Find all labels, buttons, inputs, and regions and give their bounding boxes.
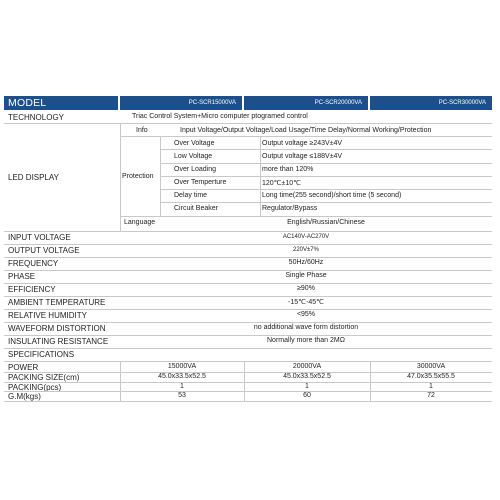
gross-weight-value-3: 72	[427, 392, 435, 399]
efficiency-label: EFFICIENCY	[8, 285, 56, 294]
technology-label: TECHNOLOGY	[8, 113, 65, 122]
protection-item-value: Long time(255 second)/short time (5 second)	[262, 192, 402, 199]
ambient-temperature-value: -15℃-45℃	[288, 299, 324, 306]
protection-item-name: Low Voltage	[174, 153, 213, 160]
relative-humidity-value: <95%	[296, 311, 316, 318]
model-header-bar	[4, 96, 492, 110]
divider	[4, 283, 492, 284]
packing-size-label: PACKING SIZE(cm)	[8, 373, 80, 382]
divider	[4, 361, 492, 362]
ambient-temperature-label: AMBIENT TEMPERATURE	[8, 298, 106, 307]
packing-pcs-value-1: 1	[180, 383, 184, 390]
divider	[4, 231, 492, 232]
protection-item-name: Over Loading	[174, 166, 217, 173]
divider	[4, 244, 492, 245]
divider	[4, 123, 492, 124]
divider	[4, 401, 492, 402]
model-name-3: PC-SCR30000VA	[370, 96, 492, 110]
packing-size-value-2: 45.0x33.5x52.5	[283, 373, 331, 380]
packing-pcs-value-2: 1	[305, 383, 309, 390]
power-value-2: 20000VA	[292, 363, 322, 370]
gross-weight-value-2: 60	[303, 392, 311, 399]
specifications-label: SPECIFICATIONS	[8, 350, 75, 359]
phase-value: Single Phase	[285, 272, 327, 279]
waveform-distortion-value: no additional wave form distortion	[253, 324, 359, 331]
waveform-distortion-label: WAVEFORM DISTORTION	[8, 324, 106, 333]
divider	[4, 335, 492, 336]
power-value-3: 30000VA	[416, 363, 446, 370]
divider	[4, 257, 492, 258]
output-voltage-value: 220V±7%	[293, 247, 319, 253]
phase-label: PHASE	[8, 272, 36, 281]
protection-label: Protection	[122, 173, 154, 180]
protection-item-value: Output voltage ≤188V±4V	[262, 153, 343, 160]
led-display-label: LED DISPLAY	[8, 173, 59, 182]
technology-value: Triac Control System+Micro computer ptogramed control	[132, 113, 308, 120]
model-name-1: PC-SCR15000VA	[120, 96, 242, 110]
protection-item-name: Over Temperture	[174, 179, 227, 186]
info-label: Info	[136, 127, 148, 134]
info-value: Input Voltage/Output Voltage/Load Usage/Time Delay/Normal Working/Protection	[180, 127, 432, 134]
divider	[4, 270, 492, 271]
power-label: POWER	[8, 363, 39, 372]
power-value-1: 15000VA	[167, 363, 197, 370]
packing-size-value-3: 47.0x35.5x55.5	[407, 373, 455, 380]
insulating-resistance-value: Normally more than 2MΩ	[267, 337, 345, 344]
protection-item-name: Over Voltage	[174, 140, 215, 147]
packing-size-value-1: 45.0x33.5x52.5	[158, 373, 206, 380]
input-voltage-label: INPUT VOLTAGE	[8, 233, 71, 242]
divider	[4, 309, 492, 310]
divider	[4, 296, 492, 297]
protection-item-name: Delay time	[174, 192, 208, 199]
divider	[160, 176, 492, 177]
protection-item-value: more than 120%	[262, 166, 314, 173]
frequency-value: 50Hz/60Hz	[288, 259, 324, 266]
language-label: Language	[124, 219, 156, 226]
protection-item-value: Regulator/Bypass	[262, 205, 318, 212]
model-label: MODEL	[4, 96, 118, 110]
packing-pcs-label: PACKING(pcs)	[8, 383, 62, 392]
model-name-2: PC-SCR20000VA	[244, 96, 368, 110]
input-voltage-value: AC140V-AC270V	[282, 234, 330, 240]
protection-item-value: Output voltage ≥243V±4V	[262, 140, 343, 147]
packing-pcs-value-3: 1	[429, 383, 433, 390]
protection-item-value: 120℃±10℃	[262, 180, 302, 187]
protection-item-name: Circuit Beaker	[174, 205, 218, 212]
efficiency-value: ≥90%	[297, 285, 315, 292]
divider	[160, 163, 492, 164]
gross-weight-value-1: 53	[178, 392, 186, 399]
divider	[4, 348, 492, 349]
gross-weight-label: G.M(kgs)	[8, 392, 41, 401]
language-value: English/Russian/Chinese	[287, 219, 365, 226]
divider	[120, 123, 121, 231]
output-voltage-label: OUTPUT VOLTAGE	[8, 246, 80, 255]
divider	[4, 322, 492, 323]
relative-humidity-label: RELATIVE HUMIDITY	[8, 311, 87, 320]
divider	[120, 136, 492, 137]
divider	[160, 202, 492, 203]
insulating-resistance-label: INSULATING RESISTANCE	[8, 337, 109, 346]
divider	[160, 149, 492, 150]
divider	[120, 216, 492, 217]
frequency-label: FREQUENCY	[8, 259, 59, 268]
divider	[160, 189, 492, 190]
